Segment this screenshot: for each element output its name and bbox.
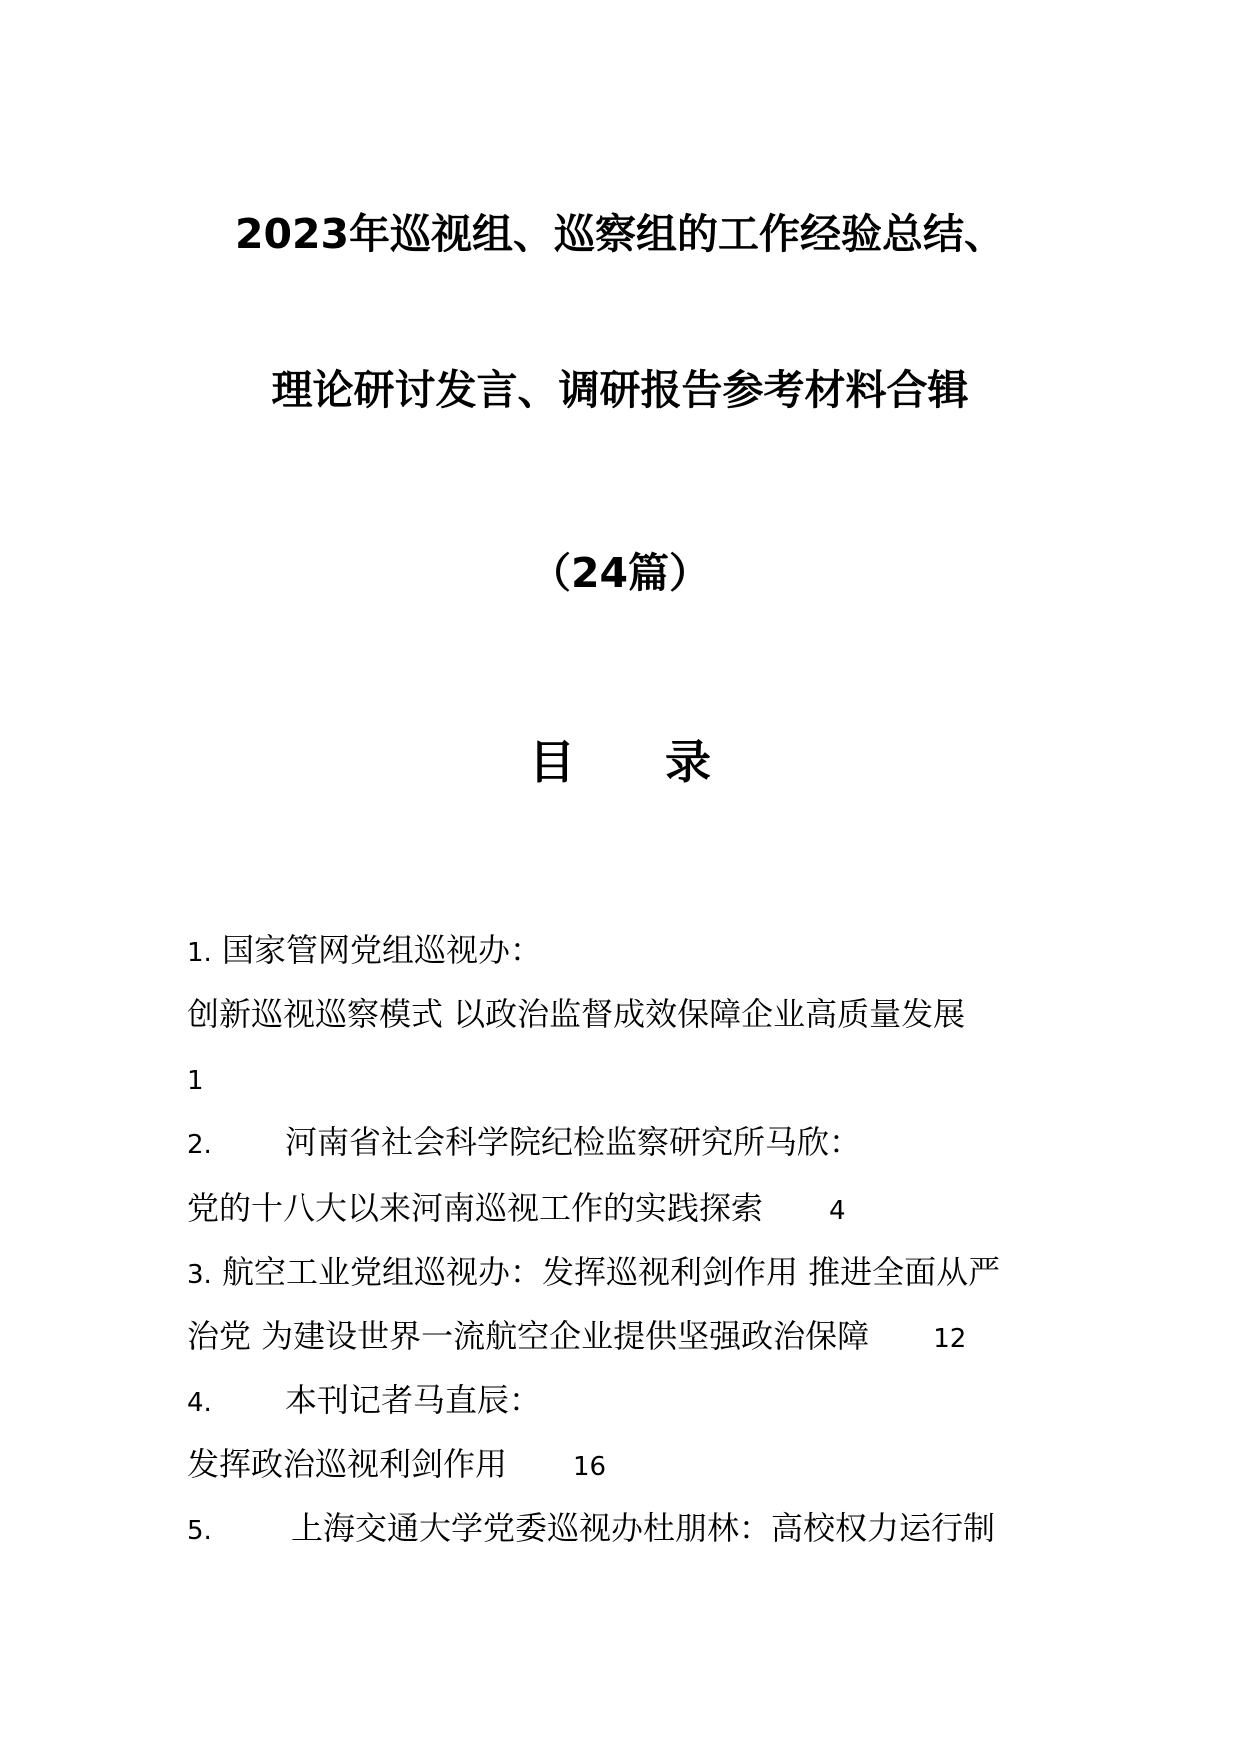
toc-item-2-header[interactable] <box>187 1120 861 1167</box>
document-title-line-2: 理论研讨发言、调研报告参考材料合辑 <box>271 366 969 414</box>
toc-item-title-part1: 高校权力运行制 <box>771 1509 996 1547</box>
document-title-line-1: 2023年巡视组、巡察组的工作经验总结、 <box>234 210 1006 258</box>
toc-item-5-header[interactable] <box>187 1506 995 1553</box>
toc-item-title: 党的十八大以来河南巡视工作的实践探索 <box>187 1189 764 1227</box>
toc-item-1-title[interactable] <box>187 992 965 1036</box>
toc-item-title: 发挥政治巡视利剑作用 <box>187 1445 508 1483</box>
toc-item-title: 创新巡视巡察模式 以政治监督成效保障企业高质量发展 <box>187 995 966 1033</box>
toc-item-author: 本刊记者马直辰： <box>285 1381 542 1419</box>
toc-item-author: 上海交通大学党委巡视办杜朋林： <box>291 1509 772 1547</box>
toc-item-number: 2. <box>187 1130 212 1160</box>
toc-item-1-header[interactable] <box>187 928 542 975</box>
toc-heading: 目录 <box>529 735 801 789</box>
toc-item-title-part2: 治党 为建设世界一流航空企业提供坚强政治保障 <box>187 1317 870 1355</box>
toc-item-3-header[interactable] <box>187 1250 1000 1297</box>
toc-item-number: 4. <box>187 1388 212 1418</box>
toc-item-number: 3. <box>187 1260 212 1290</box>
toc-item-author: 河南省社会科学院纪检监察研究所马欣： <box>285 1123 862 1161</box>
toc-item-number: 5. <box>187 1516 212 1546</box>
toc-item-page-number: 4 <box>829 1196 846 1226</box>
toc-item-page-number: 16 <box>573 1452 607 1482</box>
toc-item-1-page[interactable] <box>187 1056 204 1103</box>
toc-item-title-part1: 发挥巡视利剑作用 推进全面从严 <box>542 1253 1001 1291</box>
toc-item-author: 航空工业党组巡视办： <box>221 1253 542 1291</box>
toc-item-3-title[interactable] <box>187 1314 966 1361</box>
toc-item-4-title[interactable] <box>187 1442 606 1489</box>
toc-item-number: 1. <box>187 938 212 968</box>
toc-item-4-header[interactable] <box>187 1378 541 1425</box>
toc-item-page-number: 12 <box>933 1324 967 1354</box>
toc-item-2-title[interactable] <box>187 1186 846 1233</box>
toc-item-page-number: 1 <box>187 1066 204 1096</box>
document-title-count: （24篇） <box>529 549 711 597</box>
toc-item-author: 国家管网党组巡视办： <box>221 931 542 969</box>
